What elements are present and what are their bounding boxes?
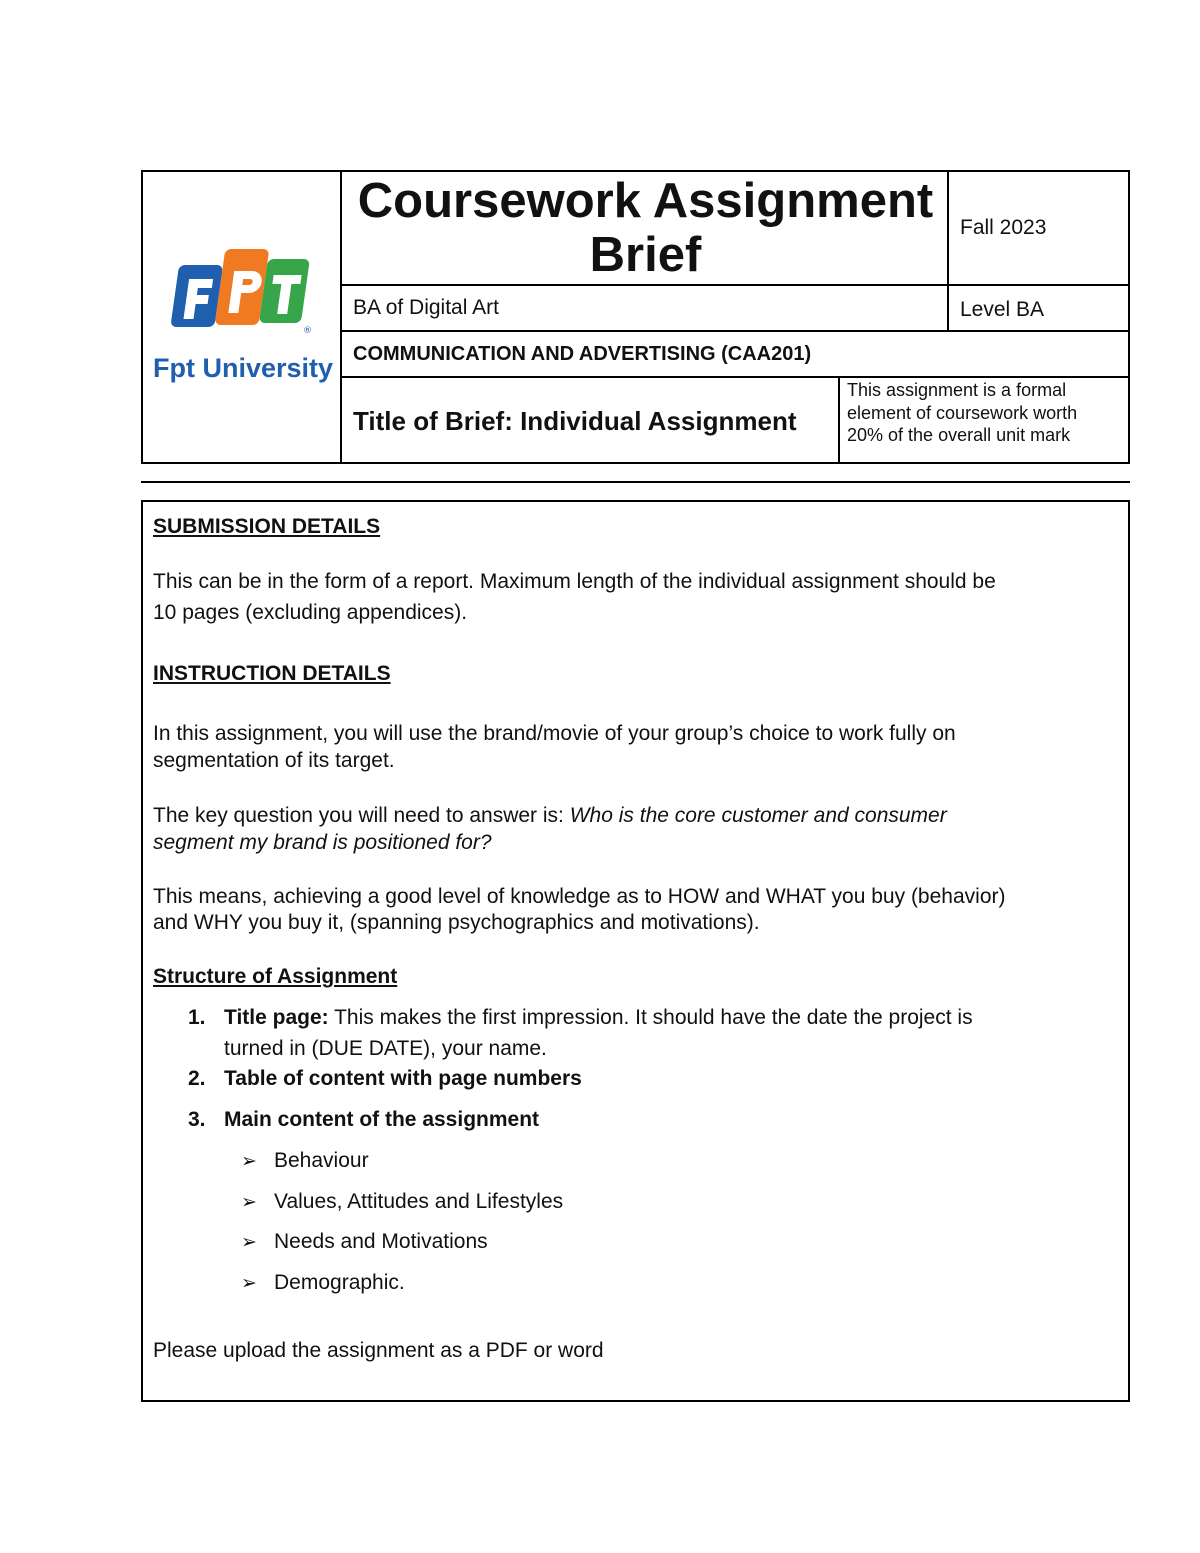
page-title bbox=[343, 172, 948, 284]
key-question: Who is the core customer and consumer bbox=[569, 804, 947, 827]
structure-heading: Structure of Assignment bbox=[153, 965, 398, 988]
title-line-1: Coursework Assignment bbox=[357, 174, 934, 228]
header-table bbox=[141, 170, 1130, 464]
weight-note bbox=[841, 379, 1130, 462]
weight-line: 20% of the overall unit mark bbox=[847, 425, 1071, 445]
level: Level BA bbox=[960, 298, 1045, 321]
instruction-heading: INSTRUCTION DETAILS bbox=[153, 662, 391, 685]
list-item bbox=[224, 1006, 973, 1030]
list-number: 1. bbox=[188, 1006, 206, 1029]
svg-text:®: ® bbox=[302, 326, 312, 336]
submission-heading: SUBMISSION DETAILS bbox=[153, 515, 381, 538]
arrow-bullet-icon: ➢ bbox=[241, 1273, 257, 1294]
course-name: COMMUNICATION AND ADVERTISING (CAA201) bbox=[353, 343, 812, 365]
list-item: Values, Attitudes and Lifestyles bbox=[274, 1190, 564, 1213]
paragraph-line: In this assignment, you will use the brand/movie of your group’s choice to work fully on bbox=[153, 722, 956, 745]
paragraph-line: segmentation of its target. bbox=[153, 749, 395, 772]
logo-caption: Fpt University bbox=[152, 353, 333, 383]
arrow-bullet-icon: ➢ bbox=[241, 1151, 257, 1172]
title-line-2: Brief bbox=[589, 228, 702, 282]
paragraph-line: This means, achieving a good level of knowledge as to HOW and WHAT you buy (behavior) bbox=[153, 885, 1006, 908]
list-item-label: Main content of the assignment bbox=[224, 1108, 540, 1131]
list-number: 2. bbox=[188, 1067, 206, 1090]
arrow-bullet-icon: ➢ bbox=[241, 1192, 257, 1213]
section-divider bbox=[141, 481, 1130, 483]
key-question-lead: The key question you will need to answer is: bbox=[153, 804, 570, 827]
list-item-text: This makes the first impression. It should have the date the project is bbox=[328, 1006, 973, 1029]
details-box bbox=[141, 500, 1130, 1402]
paragraph-line: This can be in the form of a report. Maximum length of the individual assignment should be bbox=[153, 570, 996, 593]
list-item-text: turned in (DUE DATE), your name. bbox=[224, 1037, 547, 1060]
list-item: Needs and Motivations bbox=[274, 1230, 488, 1253]
term: Fall 2023 bbox=[960, 216, 1047, 239]
fpt-logo-mark bbox=[153, 237, 333, 397]
degree: BA of Digital Art bbox=[353, 296, 499, 319]
list-item: Demographic. bbox=[274, 1271, 405, 1294]
key-question: segment my brand is positioned for? bbox=[153, 831, 492, 854]
list-item-label: Title page: bbox=[224, 1006, 329, 1029]
list-number: 3. bbox=[188, 1108, 206, 1131]
weight-line: This assignment is a formal bbox=[847, 380, 1067, 400]
arrow-bullet-icon: ➢ bbox=[241, 1232, 257, 1253]
key-question-line bbox=[153, 804, 947, 828]
brief-title: Title of Brief: Individual Assignment bbox=[353, 406, 797, 436]
list-item: Behaviour bbox=[274, 1149, 369, 1172]
paragraph-line: 10 pages (excluding appendices). bbox=[153, 601, 468, 624]
list-item-label: Table of content with page numbers bbox=[224, 1067, 582, 1090]
paragraph-line: and WHY you buy it, (spanning psychographics and motivations). bbox=[153, 911, 760, 934]
closing-note: Please upload the assignment as a PDF or word bbox=[153, 1339, 604, 1362]
weight-line: element of coursework worth bbox=[847, 402, 1078, 423]
university-logo bbox=[143, 172, 342, 462]
